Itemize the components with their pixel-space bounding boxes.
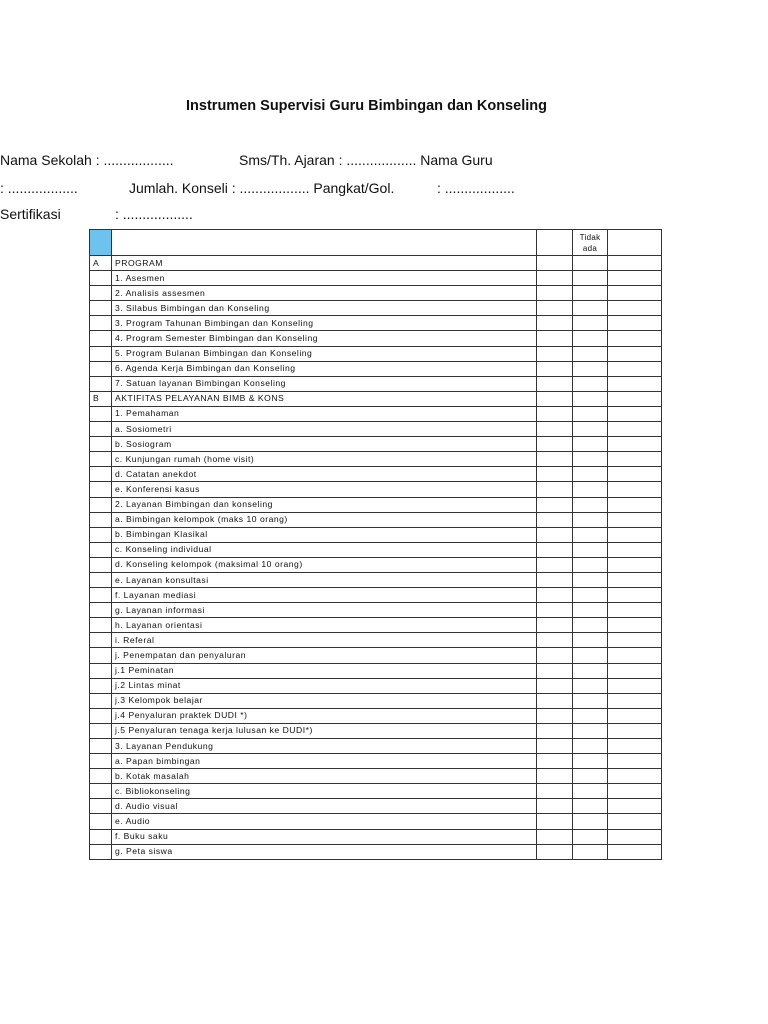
table-row [90, 256, 662, 271]
table-row [90, 829, 662, 844]
row-number-cell [90, 271, 112, 286]
row-item-cell: 5. Program Bulanan Bimbingan dan Konseling [112, 346, 537, 361]
row-notes-cell [608, 723, 662, 738]
row-check-cell [573, 678, 608, 693]
row-check-cell [537, 844, 573, 859]
row-check-cell [537, 391, 573, 406]
row-number-cell [90, 301, 112, 316]
row-check-cell [537, 346, 573, 361]
ada-label: ada [582, 243, 598, 253]
row-check-cell [537, 406, 573, 421]
table-row [90, 784, 662, 799]
row-check-cell [537, 708, 573, 723]
row-check-cell [537, 603, 573, 618]
row-number-cell [90, 542, 112, 557]
row-item-cell: d. Konseling kelompok (maksimal 10 orang) [112, 557, 537, 572]
table-row [90, 572, 662, 587]
sms-th-ajaran-field: Sms/Th. Ajaran : .................. Nama Guru [239, 152, 493, 168]
row-check-cell [573, 331, 608, 346]
row-check-cell [537, 618, 573, 633]
table-row [90, 467, 662, 482]
row-item-cell: d. Catatan anekdot [112, 467, 537, 482]
table-row [90, 769, 662, 784]
row-number-cell [90, 437, 112, 452]
row-notes-cell [608, 482, 662, 497]
row-item-cell: f. Buku saku [112, 829, 537, 844]
row-item-cell: g. Layanan informasi [112, 603, 537, 618]
row-check-cell [573, 663, 608, 678]
row-check-cell [573, 406, 608, 421]
row-check-cell [537, 754, 573, 769]
row-check-cell [573, 422, 608, 437]
row-number-cell [90, 603, 112, 618]
row-check-cell [573, 572, 608, 587]
row-notes-cell [608, 542, 662, 557]
row-item-cell: a. Bimbingan kelompok (maks 10 orang) [112, 512, 537, 527]
row-number-cell [90, 693, 112, 708]
row-check-cell [573, 391, 608, 406]
row-check-cell [537, 497, 573, 512]
row-check-cell [573, 769, 608, 784]
tidak-label: Tidak [579, 232, 601, 242]
row-check-cell [537, 286, 573, 301]
table-row [90, 618, 662, 633]
table-row [90, 708, 662, 723]
row-notes-cell [608, 346, 662, 361]
row-number-cell: B [90, 391, 112, 406]
row-check-cell [573, 361, 608, 376]
row-check-cell [537, 678, 573, 693]
row-check-cell [573, 437, 608, 452]
row-number-cell [90, 331, 112, 346]
row-notes-cell [608, 844, 662, 859]
row-notes-cell [608, 361, 662, 376]
row-check-cell [537, 437, 573, 452]
row-check-cell [573, 542, 608, 557]
row-check-cell [573, 844, 608, 859]
row-check-cell [573, 482, 608, 497]
row-number-cell [90, 799, 112, 814]
table-header-row [90, 230, 662, 256]
table-row [90, 286, 662, 301]
supervision-table [89, 229, 662, 860]
row-check-cell [537, 814, 573, 829]
row-check-cell [573, 497, 608, 512]
row-check-cell [537, 331, 573, 346]
table-row [90, 663, 662, 678]
row-number-cell [90, 482, 112, 497]
row-check-cell [573, 527, 608, 542]
row-check-cell [573, 603, 608, 618]
row-item-cell: 1. Asesmen [112, 271, 537, 286]
table-row [90, 814, 662, 829]
row-notes-cell [608, 467, 662, 482]
row-check-cell [573, 739, 608, 754]
row-notes-cell [608, 648, 662, 663]
row-notes-cell [608, 557, 662, 572]
row-check-cell [573, 271, 608, 286]
row-check-cell [573, 316, 608, 331]
row-item-cell: 1. Pemahaman [112, 406, 537, 421]
row-check-cell [537, 452, 573, 467]
row-check-cell [537, 784, 573, 799]
row-number-cell [90, 557, 112, 572]
row-notes-cell [608, 376, 662, 391]
table-row [90, 693, 662, 708]
row-item-cell: c. Bibliokonseling [112, 784, 537, 799]
table-row [90, 361, 662, 376]
table-row [90, 437, 662, 452]
row-item-cell: d. Audio visual [112, 799, 537, 814]
row-check-cell [573, 557, 608, 572]
table-row [90, 557, 662, 572]
row-check-cell [537, 769, 573, 784]
table-row [90, 482, 662, 497]
row-number-cell [90, 512, 112, 527]
row-item-cell: 2. Layanan Bimbingan dan konseling [112, 497, 537, 512]
table-row [90, 422, 662, 437]
table-row [90, 603, 662, 618]
table-row [90, 452, 662, 467]
table-row [90, 316, 662, 331]
row-check-cell [573, 754, 608, 769]
row-number-cell [90, 286, 112, 301]
row-item-cell: c. Konseling individual [112, 542, 537, 557]
row-item-cell: 3. Program Tahunan Bimbingan dan Konseling [112, 316, 537, 331]
row-item-cell: b. Sosiogram [112, 437, 537, 452]
row-notes-cell [608, 754, 662, 769]
row-item-cell: 3. Layanan Pendukung [112, 739, 537, 754]
row-number-cell [90, 739, 112, 754]
row-check-cell [573, 256, 608, 271]
table-row [90, 512, 662, 527]
row-notes-cell [608, 437, 662, 452]
row-item-cell: 4. Program Semester Bimbingan dan Konseling [112, 331, 537, 346]
row-notes-cell [608, 406, 662, 421]
row-notes-cell [608, 784, 662, 799]
row-notes-cell [608, 256, 662, 271]
row-check-cell [537, 557, 573, 572]
row-check-cell [573, 588, 608, 603]
row-number-cell [90, 814, 112, 829]
table-row [90, 497, 662, 512]
row-number-cell [90, 754, 112, 769]
row-check-cell [537, 829, 573, 844]
row-item-cell: c. Kunjungan rumah (home visit) [112, 452, 537, 467]
row-notes-cell [608, 391, 662, 406]
row-notes-cell [608, 527, 662, 542]
jumlah-konseli-field: Jumlah. Konseli : .................. Pangkat/Gol. [129, 180, 395, 196]
row-number-cell [90, 723, 112, 738]
row-check-cell [573, 346, 608, 361]
row-notes-cell [608, 829, 662, 844]
row-item-cell: f. Layanan mediasi [112, 588, 537, 603]
row-item-cell: j.1 Peminatan [112, 663, 537, 678]
pangkat-gol-value: : .................. [437, 180, 515, 196]
row-check-cell [573, 708, 608, 723]
row-check-cell [573, 829, 608, 844]
row-number-cell [90, 527, 112, 542]
row-notes-cell [608, 572, 662, 587]
nama-sekolah-field: Nama Sekolah : .................. [0, 152, 174, 168]
row-notes-cell [608, 497, 662, 512]
row-number-cell [90, 316, 112, 331]
row-item-cell: j. Penempatan dan penyaluran [112, 648, 537, 663]
row-number-cell [90, 784, 112, 799]
row-check-cell [537, 723, 573, 738]
row-check-cell [573, 784, 608, 799]
row-notes-cell [608, 739, 662, 754]
row-check-cell [537, 663, 573, 678]
table-row [90, 754, 662, 769]
row-item-cell: PROGRAM [112, 256, 537, 271]
table-row [90, 588, 662, 603]
table-row [90, 271, 662, 286]
row-check-cell [537, 512, 573, 527]
row-notes-cell [608, 422, 662, 437]
row-notes-cell [608, 769, 662, 784]
row-number-cell [90, 452, 112, 467]
table-row [90, 542, 662, 557]
row-item-cell: h. Layanan orientasi [112, 618, 537, 633]
row-item-cell: a. Papan bimbingan [112, 754, 537, 769]
table-row [90, 527, 662, 542]
row-notes-cell [608, 301, 662, 316]
row-notes-cell [608, 618, 662, 633]
header-cell-tidak-ada [573, 230, 608, 256]
row-check-cell [537, 467, 573, 482]
row-check-cell [537, 271, 573, 286]
row-number-cell [90, 376, 112, 391]
row-number-cell [90, 497, 112, 512]
header-cell-no [90, 230, 112, 256]
row-item-cell: j.4 Penyaluran praktek DUDI *) [112, 708, 537, 723]
document-title: Instrumen Supervisi Guru Bimbingan dan Konseling [186, 98, 547, 114]
row-notes-cell [608, 678, 662, 693]
row-item-cell: 2. Analisis assesmen [112, 286, 537, 301]
row-notes-cell [608, 663, 662, 678]
row-check-cell [537, 376, 573, 391]
row-notes-cell [608, 693, 662, 708]
row-check-cell [537, 422, 573, 437]
row-check-cell [537, 693, 573, 708]
row-check-cell [537, 588, 573, 603]
row-notes-cell [608, 814, 662, 829]
row-check-cell [573, 618, 608, 633]
row-check-cell [537, 256, 573, 271]
table-row [90, 633, 662, 648]
table-row [90, 301, 662, 316]
row-item-cell: j.3 Kelompok belajar [112, 693, 537, 708]
row-check-cell [537, 482, 573, 497]
row-item-cell: AKTIFITAS PELAYANAN BIMB & KONS [112, 391, 537, 406]
row-number-cell [90, 588, 112, 603]
row-number-cell [90, 769, 112, 784]
row-number-cell [90, 708, 112, 723]
row-check-cell [573, 693, 608, 708]
row-check-cell [537, 361, 573, 376]
row-item-cell: e. Audio [112, 814, 537, 829]
row-number-cell [90, 844, 112, 859]
row-check-cell [537, 572, 573, 587]
row-item-cell: j.2 Lintas minat [112, 678, 537, 693]
row-check-cell [537, 301, 573, 316]
row-notes-cell [608, 316, 662, 331]
row-item-cell: b. Kotak masalah [112, 769, 537, 784]
row-check-cell [573, 376, 608, 391]
row-number-cell: A [90, 256, 112, 271]
table-row [90, 739, 662, 754]
row-check-cell [537, 542, 573, 557]
header-cell-item [112, 230, 537, 256]
table-row [90, 391, 662, 406]
row-item-cell: e. Konferensi kasus [112, 482, 537, 497]
row-check-cell [537, 648, 573, 663]
row-check-cell [573, 467, 608, 482]
row-check-cell [537, 633, 573, 648]
row-number-cell [90, 678, 112, 693]
sertifikasi-value: : .................. [115, 206, 193, 222]
row-check-cell [573, 286, 608, 301]
row-item-cell: e. Layanan konsultasi [112, 572, 537, 587]
row-item-cell: j.5 Penyaluran tenaga kerja lulusan ke DUDI*) [112, 723, 537, 738]
row-notes-cell [608, 588, 662, 603]
row-number-cell [90, 406, 112, 421]
row-number-cell [90, 467, 112, 482]
row-number-cell [90, 633, 112, 648]
sertifikasi-label: Sertifikasi [0, 206, 61, 222]
table-row [90, 376, 662, 391]
row-notes-cell [608, 271, 662, 286]
header-cell-ada [537, 230, 573, 256]
row-check-cell [573, 633, 608, 648]
row-number-cell [90, 422, 112, 437]
row-item-cell: i. Referal [112, 633, 537, 648]
row-item-cell: 6. Agenda Kerja Bimbingan dan Konseling [112, 361, 537, 376]
row-notes-cell [608, 331, 662, 346]
row-notes-cell [608, 286, 662, 301]
table-row [90, 648, 662, 663]
table-row [90, 799, 662, 814]
row-check-cell [573, 301, 608, 316]
table-row [90, 346, 662, 361]
row-check-cell [573, 648, 608, 663]
nama-guru-value: : .................. [0, 180, 78, 196]
row-number-cell [90, 346, 112, 361]
table-row [90, 406, 662, 421]
row-item-cell: 7. Satuan layanan Bimbingan Konseling [112, 376, 537, 391]
row-check-cell [573, 814, 608, 829]
row-check-cell [537, 527, 573, 542]
row-number-cell [90, 572, 112, 587]
row-number-cell [90, 663, 112, 678]
row-number-cell [90, 829, 112, 844]
row-check-cell [537, 316, 573, 331]
row-item-cell: b. Bimbingan Klasikal [112, 527, 537, 542]
row-notes-cell [608, 603, 662, 618]
row-check-cell [573, 512, 608, 527]
row-check-cell [573, 452, 608, 467]
row-check-cell [537, 739, 573, 754]
row-item-cell: g. Peta siswa [112, 844, 537, 859]
header-cell-keterangan [608, 230, 662, 256]
row-notes-cell [608, 452, 662, 467]
table-row [90, 331, 662, 346]
row-item-cell: a. Sosiometri [112, 422, 537, 437]
row-number-cell [90, 361, 112, 376]
table-row [90, 723, 662, 738]
row-notes-cell [608, 708, 662, 723]
row-check-cell [573, 723, 608, 738]
table-row [90, 844, 662, 859]
row-notes-cell [608, 633, 662, 648]
row-notes-cell [608, 512, 662, 527]
table-row [90, 678, 662, 693]
row-notes-cell [608, 799, 662, 814]
row-check-cell [537, 799, 573, 814]
row-number-cell [90, 648, 112, 663]
row-item-cell: 3. Silabus Bimbingan dan Konseling [112, 301, 537, 316]
row-check-cell [573, 799, 608, 814]
row-number-cell [90, 618, 112, 633]
